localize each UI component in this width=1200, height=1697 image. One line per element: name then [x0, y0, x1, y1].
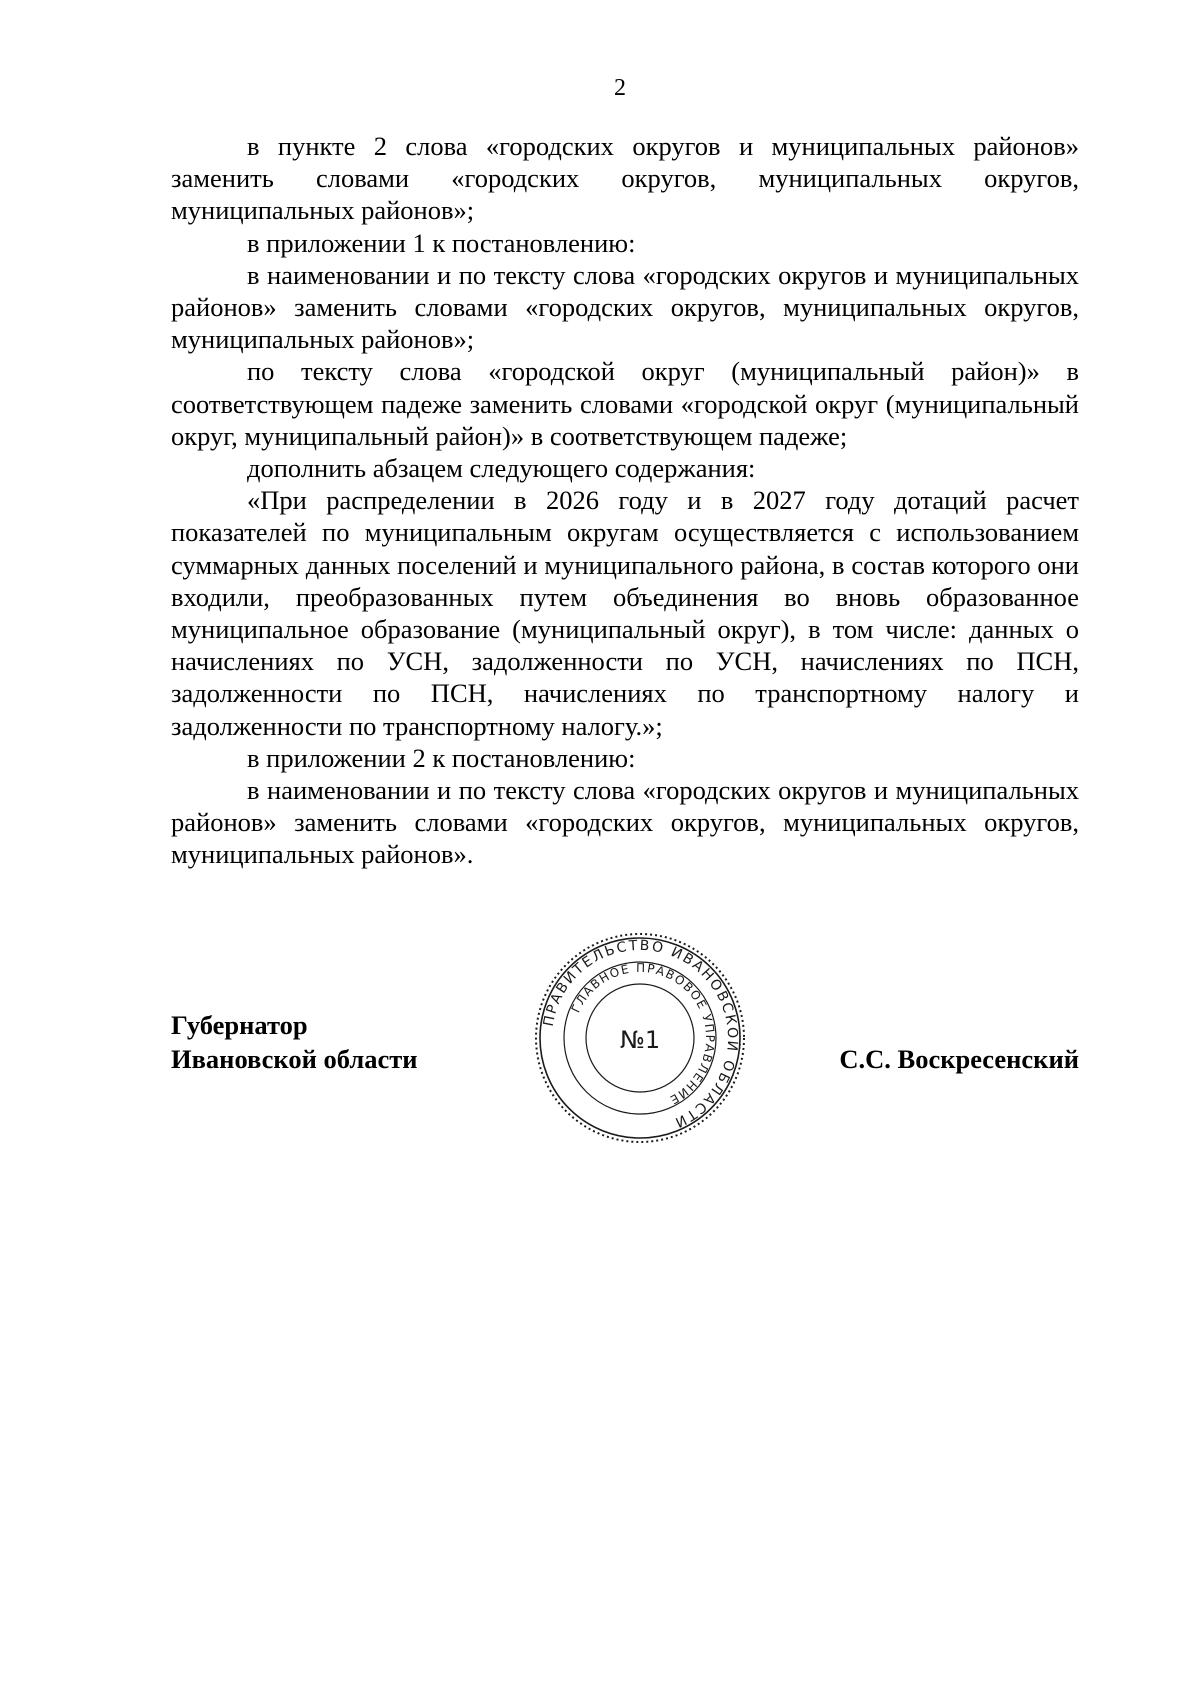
official-seal-stamp: [532, 930, 748, 1146]
signatory-name: С.С. Воскресенский: [839, 1044, 1079, 1074]
signatory-position-line-1: Губернатор: [171, 1010, 308, 1040]
document-body: [171, 130, 1079, 871]
signatory-position-line-2: Ивановской области: [171, 1044, 418, 1074]
seal-outer-text: ПРАВИТЕЛЬСТВО ИВАНОВСКОЙ ОБЛАСТИ: [540, 937, 741, 1131]
paragraph-2: в приложении 1 к постановлению:: [247, 227, 636, 258]
paragraph-4: по тексту слова «городской округ (муниципальный район)» в соответствующем падеже заменить словами «городской округ (муниципальный округ, муниципальный район)» в соответствующем падеже;: [171, 356, 1079, 451]
paragraph-7: в приложении 2 к постановлению:: [247, 742, 636, 773]
paragraph-1: в пункте 2 слова «городских округов и муниципальных районов» заменить словами «городских округов, муниципальных округов, муниципальных районов»;: [171, 131, 1079, 226]
paragraph-6: «При распределении в 2026 году и в 2027 году дотаций расчет показателей по муниципальным округам осуществляется с использованием суммарных данных поселений и муниципального района, в состав которого они входили, преобразованных путем объединения во вновь образованное муниципальное образование (муниципальный округ), в том числе: данных о начислениях по УСН, задолженности по УСН, начислениях по ПСН, задолженности по ПСН, начислениях по транспортному налогу и задолженности по транспортному налогу.»;: [171, 485, 1079, 741]
page-number: 2: [614, 75, 626, 101]
seal-graphic: [532, 930, 748, 1146]
signatory-title: [171, 1008, 418, 1076]
paragraph-5: дополнить абзацем следующего содержания:: [247, 453, 756, 484]
seal-inner-text: ГЛАВНОЕ ПРАВОВОЕ УПРАВЛЕНИЕ: [568, 960, 718, 1108]
paragraph-3: в наименовании и по тексту слова «городских округов и муниципальных районов» заменить словами «городских округов, муниципальных округов, муниципальных районов»;: [171, 259, 1079, 355]
paragraph-8: в наименовании и по тексту слова «городских округов и муниципальных районов» заменить словами «городских округов, муниципальных округов, муниципальных районов».: [171, 775, 1079, 870]
seal-center-number: №1: [619, 1026, 661, 1054]
